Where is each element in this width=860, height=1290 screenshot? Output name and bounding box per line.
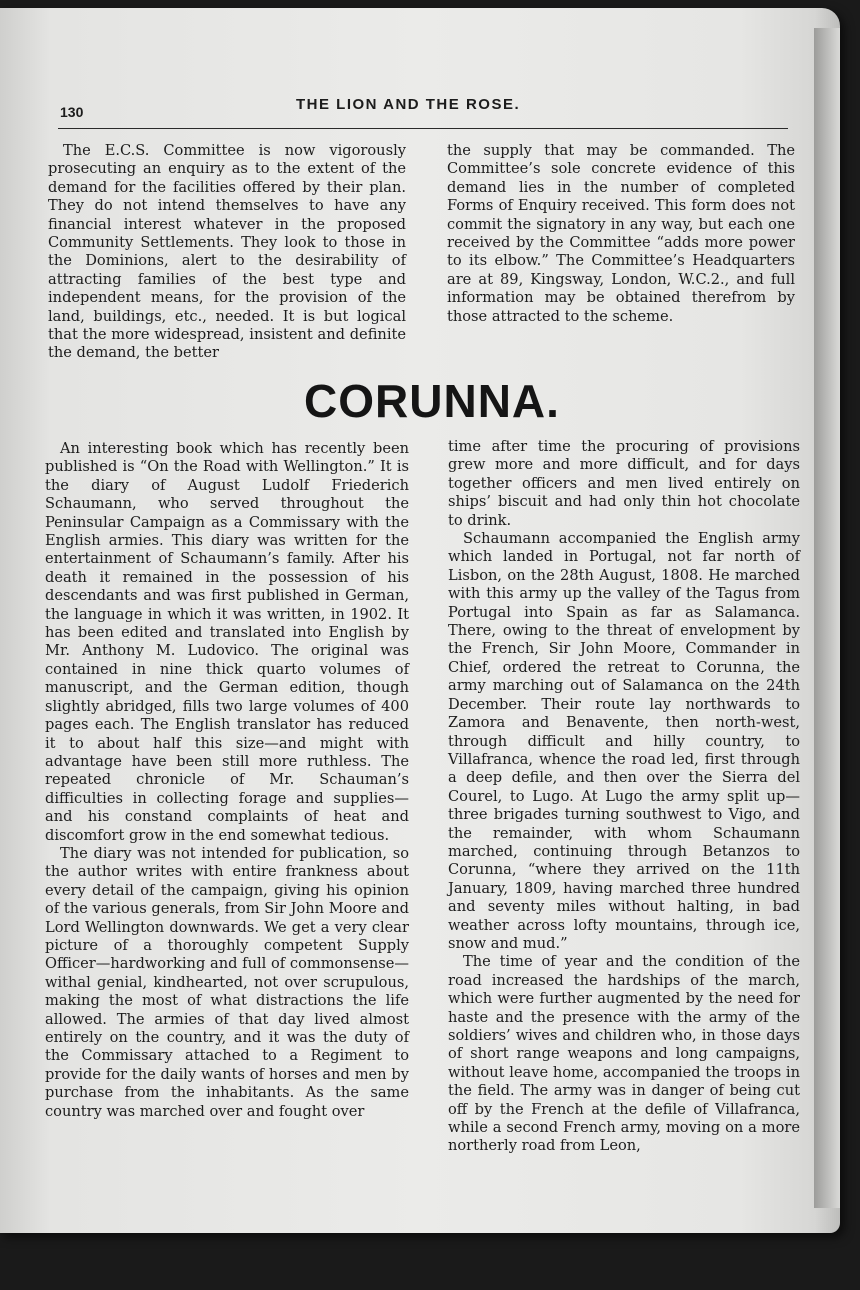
- intro-column-left: [48, 142, 406, 363]
- paragraph: The E.C.S. Committee is now vigorously prosecuting an enquiry as to the extent of the demand for the facilities offered by their plan. They do not intend themselves to have any financial interest whatever in the proposed Community Settlements. They look to those in the Dominions, alert to the desirability of attracting families of the best type and independent means, for the provision of the land, buildings, etc., needed. It is but logical that the more widespread, insistent and definite the demand, the better: [48, 142, 406, 362]
- paragraph: time after time the procuring of provisions grew more and more difficult, and for days together officers and men lived entirely on ships’ biscuit and had only thin hot chocolate to drink.: [448, 438, 800, 529]
- running-title: THE LION AND THE ROSE.: [296, 96, 521, 113]
- page-header: [58, 94, 788, 129]
- article-column-right: [448, 438, 800, 1156]
- paragraph: The diary was not intended for publication, so the author writes with entire frankness about every detail of the campaign, giving his opinion of the various generals, from Sir John Moore and Lord Wellington downwards. We get a very clear picture of a thoroughly competent Supply Officer—hardworking and full of commonsense—withal genial, kindhearted, not over scrupulous, making the most of what distractions the life allowed. The armies of that day lived almost entirely on the country, and it was the duty of the Commissary attached to a Regiment to provide for the daily wants of horses and men by purchase from the inhabitants. As the same country was marched over and fought over: [45, 844, 409, 1120]
- book-page: [0, 8, 840, 1233]
- page-number: 130: [60, 104, 84, 120]
- paragraph: The time of year and the condition of the road increased the hardships of the march, which were further augmented by the need for haste and the presence with the army of the soldiers’ wives and children who, in those days of short range weapons and long campaigns, without leave home, accompanied the troops in the field. The army was in danger of being cut off by the French at the defile of Villafranca, while a second French army, moving on a more northerly road from Leon,: [448, 953, 800, 1155]
- paragraph: the supply that may be commanded. The Committee’s sole concrete evidence of this demand lies in the number of completed Forms of Enquiry received. This form does not commit the signatory in any way, but each one received by the Committee “adds more power to its elbow.” The Committee’s Headquarters are at 89, Kingsway, London, W.C.2., and full information may be obtained therefrom by those attracted to the scheme.: [447, 142, 795, 325]
- article-column-left: [45, 440, 409, 1121]
- page-edge: [814, 28, 840, 1208]
- article-headline: CORUNNA.: [304, 375, 560, 427]
- paragraph: Schaumann accompanied the English army which landed in Portugal, not far north of Lisbon, on the 28th August, 1808. He marched with this army up the valley of the Tagus from Portugal into Spain as far as Salamanca. There, owing to the threat of envelopment by the French, Sir John Moore, Commander in Chief, ordered the retreat to Corunna, the army marching out of Salamanca on the 24th December. Their route lay northwards to Zamora and Benavente, then north-west, through difficult and hilly country, to Villafranca, whence the road led, first through a deep defile, and then over the Sierra del Courel, to Lugo. At Lugo the army split up—three brigades turning southwest to Vigo, and the remainder, with whom Schaumann marched, continuing through Betanzos to Corunna, “where they arrived on the 11th January, 1809, having marched three hundred and seventy miles without halting, in bad weather across lofty mountains, through ice, snow and mud.”: [448, 530, 800, 952]
- intro-column-right: [447, 142, 795, 326]
- paragraph: An interesting book which has recently been published is “On the Road with Wellington.” It is the diary of August Ludolf Friederich Schaumann, who served throughout the Peninsular Campaign as a Commissary with the English armies. This diary was written for the entertainment of Schaumann’s family. After his death it remained in the possession of his descendants and was first published in German, the language in which it was written, in 1902. It has been edited and translated into English by Mr. Anthony M. Ludovico. The original was contained in nine thick quarto volumes of manuscript, and the German edition, though slightly abridged, fills two large volumes of 400 pages each. The English translator has reduced it to about half this size—and might with advantage have been still more ruthless. The repeated chronicle of Mr. Schauman’s difficulties in collecting forage and supplies— and his constand complaints of heat and discomfort grow in the end somewhat tedious.: [45, 440, 409, 844]
